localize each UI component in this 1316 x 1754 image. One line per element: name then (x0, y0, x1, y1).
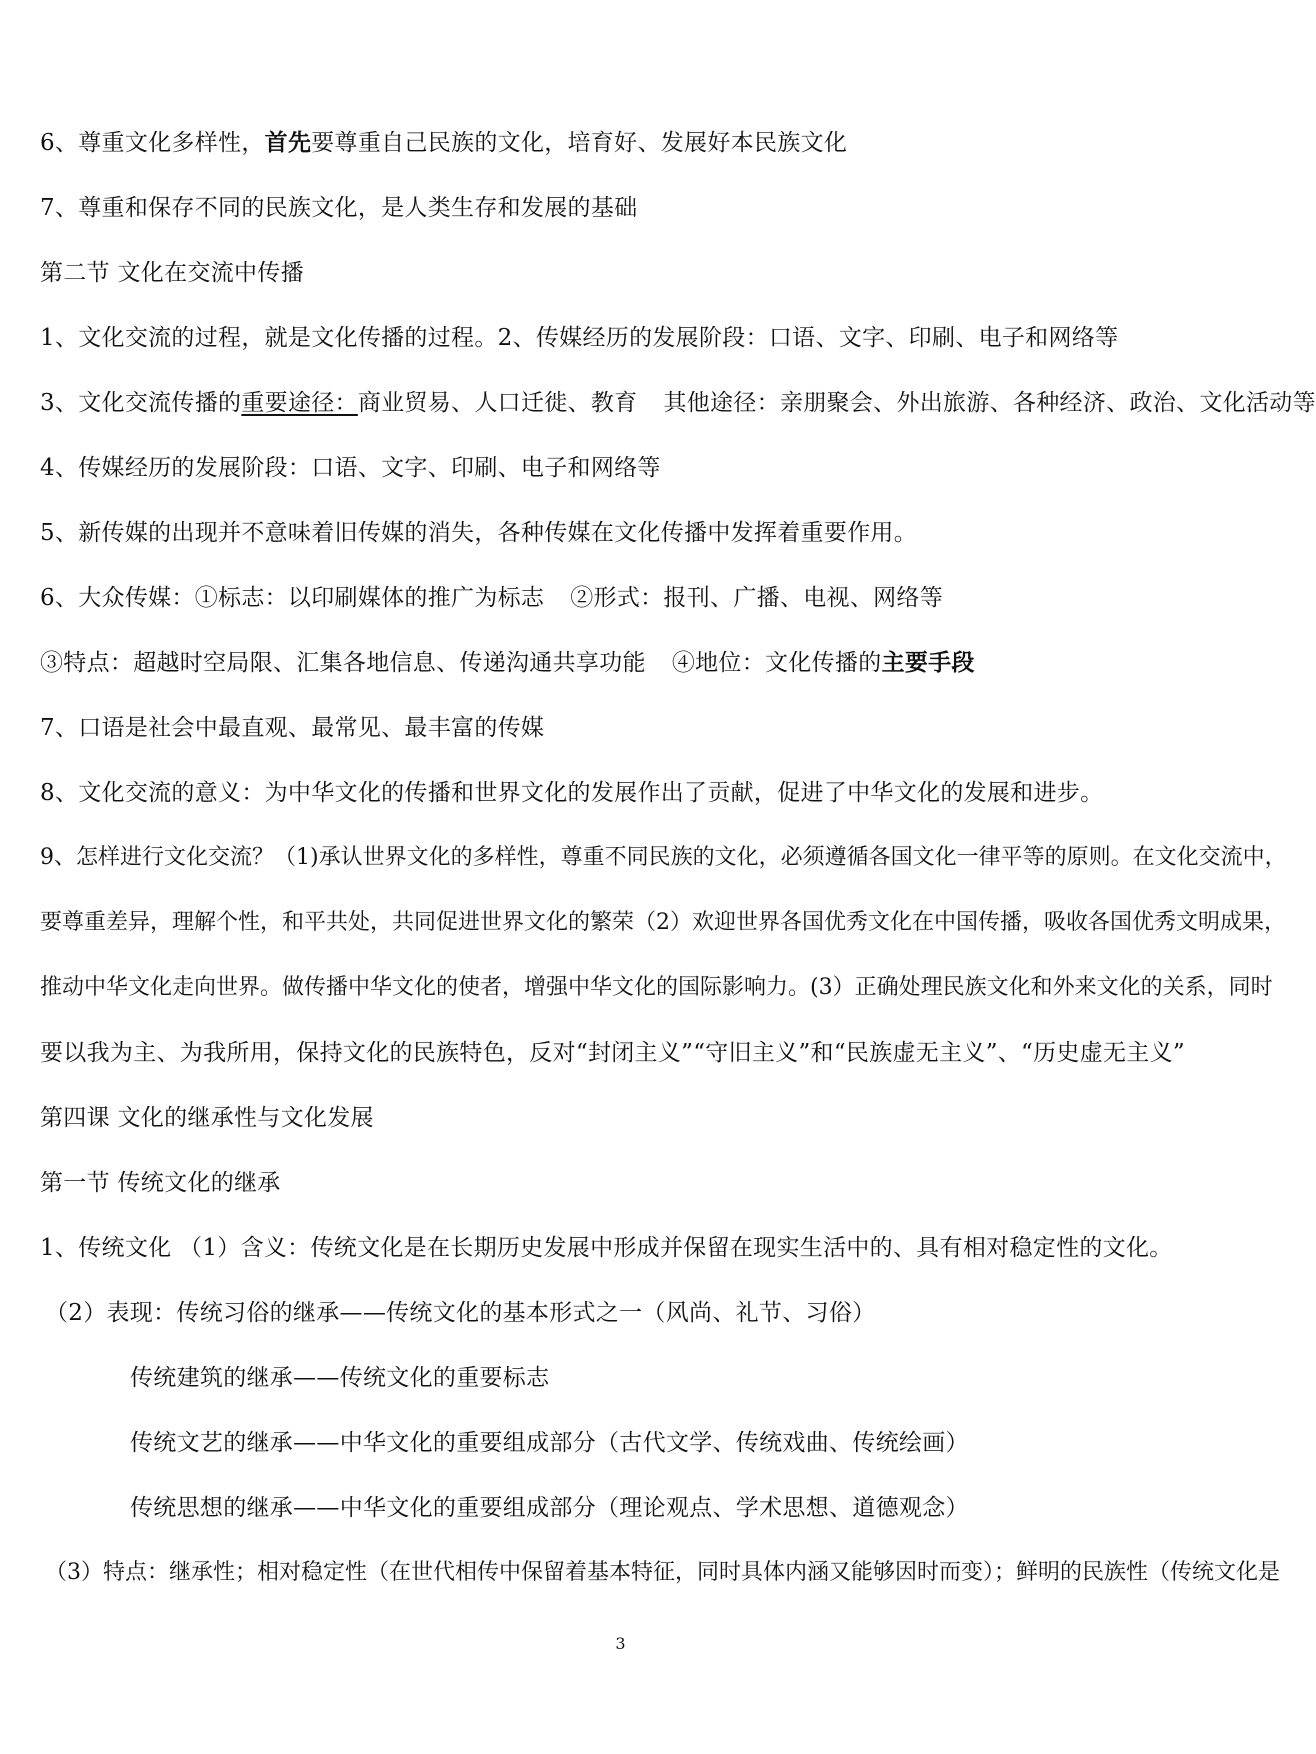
text-line-19: （2）表现：传统习俗的继承——传统文化的基本形式之一（风尚、礼节、习俗） (45, 1300, 876, 1326)
text-line-11: 8、文化交流的意义：为中华文化的传播和世界文化的发展作出了贡献，促进了中华文化的发展和进步。 (40, 780, 1104, 806)
text-line-15: 要以我为主、为我所用，保持文化的民族特色，反对“封闭主义”“守旧主义”和“民族虚无主义”、“历史虚无主义” (40, 1040, 1185, 1066)
text-line-10: 7、口语是社会中最直观、最常见、最丰富的传媒 (40, 715, 545, 741)
text-line-7: 5、新传媒的出现并不意味着旧传媒的消失，各种传媒在文化传播中发挥着重要作用。 (40, 520, 918, 546)
text-line-12: 9、怎样进行文化交流？（1)承认世界文化的多样性，尊重不同民族的文化，必须遵循各国文化一律平等的原则。在文化交流中， (40, 845, 1287, 870)
text-line-18: 1、传统文化 （1）含义：传统文化是在长期历史发展中形成并保留在现实生活中的、具有相对稳定性的文化。 (40, 1235, 1173, 1261)
underlined-term: 重要途径： (241, 390, 358, 416)
text-segment: 其他途径：亲朋聚会、外出旅游、各种经济、政治、文化活动等 (663, 390, 1316, 416)
page-number: 3 (615, 1634, 626, 1653)
section-heading: 第一节 传统文化的继承 (40, 1170, 281, 1196)
text-segment: ③特点：超越时空局限、汇集各地信息、传递沟通共享功能 (40, 650, 646, 676)
text-line-2: 7、尊重和保存不同的民族文化，是人类生存和发展的基础 (40, 195, 638, 221)
section-heading: 第二节 文化在交流中传播 (40, 260, 304, 286)
text-segment: 6、大众传媒：①标志：以印刷媒体的推广为标志 (40, 585, 545, 611)
text-line-4: 1、文化交流的过程，就是文化传播的过程。2、传媒经历的发展阶段：口语、文字、印刷、电子和网络等 (40, 325, 1119, 351)
text-line-22: 传统思想的继承——中华文化的重要组成部分（理论观点、学术思想、道德观念） (130, 1495, 969, 1521)
text-segment: 商业贸易、人口迁徙、教育 (357, 390, 638, 416)
lesson-heading: 第四课 文化的继承性与文化发展 (40, 1105, 374, 1131)
text-segment: 3、文化交流传播的 (40, 390, 242, 416)
text-segment: ②形式：报刊、广播、电视、网络等 (570, 585, 944, 611)
bold-emphasis: 首先 (264, 129, 312, 156)
text-line-5 (40, 386, 1316, 420)
text-line-21: 传统文艺的继承——中华文化的重要组成部分（古代文学、传统戏曲、传统绘画） (130, 1430, 969, 1456)
text-line-20: 传统建筑的继承——传统文化的重要标志 (130, 1365, 550, 1391)
text-line-8 (40, 581, 943, 615)
text-segment: 6、尊重文化多样性， (40, 130, 265, 156)
text-segment: ④地位：文化传播的 (671, 650, 882, 676)
text-segment: 要尊重自己民族的文化，培育好、发展好本民族文化 (311, 130, 848, 156)
text-line-9 (40, 646, 975, 680)
text-line-14: 推动中华文化走向世界。做传播中华文化的使者，增强中华文化的国际影响力。(3）正确处理民族文化和外来文化的关系，同时 (40, 975, 1273, 1000)
bold-emphasis: 主要手段 (881, 649, 975, 676)
text-line-13: 要尊重差异，理解个性，和平共处，共同促进世界文化的繁荣（2）欢迎世界各国优秀文化在中国传播，吸收各国优秀文明成果， (40, 910, 1287, 935)
text-line-23: （3）特点：继承性；相对稳定性（在世代相传中保留着基本特征，同时具体内涵又能够因时而变）；鲜明的民族性（传统文化是 (45, 1560, 1281, 1585)
text-line-1 (40, 126, 847, 160)
text-line-6: 4、传媒经历的发展阶段：口语、文字、印刷、电子和网络等 (40, 455, 661, 481)
